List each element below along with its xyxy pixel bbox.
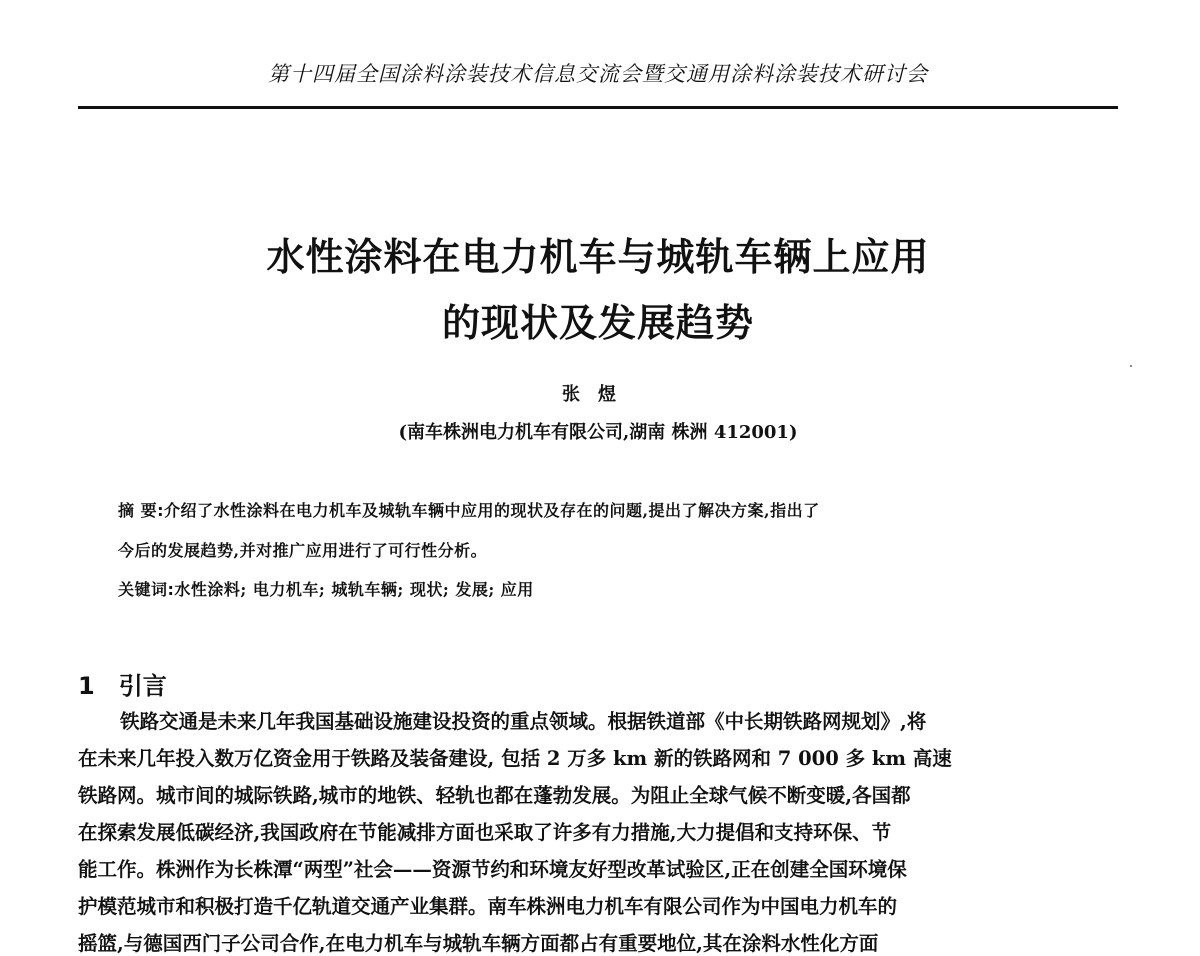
header-rule — [78, 106, 1118, 109]
keywords-line — [118, 577, 1078, 600]
body-line: 护模范城市和积极打造千亿轨道交通产业集群。南车株洲电力机车有限公司作为中国电力机车的 — [78, 895, 898, 918]
author: 张煜 — [562, 384, 634, 405]
body-line: 铁路网。城市间的城际铁路,城市的地铁、轻轨也都在蓬勃发展。为阻止全球气候不断变暖,各国都 — [78, 784, 911, 807]
scan-speck — [1130, 365, 1132, 367]
abstract-text-1: 介绍了水性涂料在电力机车及城轨车辆中应用的现状及存在的问题,提出了解决方案,指出了 — [163, 501, 820, 520]
keywords-label: 关键词: — [118, 580, 175, 599]
affiliation: (南车株洲电力机车有限公司,湖南 株洲 412001) — [398, 422, 798, 443]
abstract-line-2: 今后的发展趋势,并对推广应用进行了可行性分析。 — [118, 541, 488, 560]
body-line: 摇篮,与德国西门子公司合作,在电力机车与城轨车辆方面都占有重要地位,其在涂料水性化方面 — [78, 932, 879, 955]
body-line: 铁路交通是未来几年我国基础设施建设投资的重点领域。根据铁道部《中长期铁路网规划》,将 — [120, 710, 927, 733]
keywords-text: 水性涂料; 电力机车; 城轨车辆; 现状; 发展; 应用 — [174, 580, 534, 599]
body-line: 在未来几年投入数万亿资金用于铁路及装备建设, 包括 2 万多 km 新的铁路网和 7 000 多 km 高速 — [78, 747, 952, 770]
running-header: 第十四届全国涂料涂装技术信息交流会暨交通用涂料涂装技术研讨会 — [268, 62, 928, 86]
body-line: 能工作。株洲作为长株潭“两型”社会——资源节约和环境友好型改革试验区,正在创建全国环境保 — [78, 858, 907, 881]
abstract-line-1 — [118, 498, 1078, 521]
section-heading — [78, 666, 167, 701]
paper-title-line-2: 的现状及发展趋势 — [441, 301, 754, 345]
section-number: 1 — [78, 672, 95, 700]
paper-title-line-1: 水性涂料在电力机车与城轨车辆上应用 — [266, 235, 930, 279]
section-title: 引言 — [118, 672, 167, 700]
abstract-label: 摘 要: — [118, 501, 164, 520]
body-line: 在探索发展低碳经济,我国政府在节能减排方面也采取了许多有力措施,大力提倡和支持环保、节 — [78, 821, 892, 844]
